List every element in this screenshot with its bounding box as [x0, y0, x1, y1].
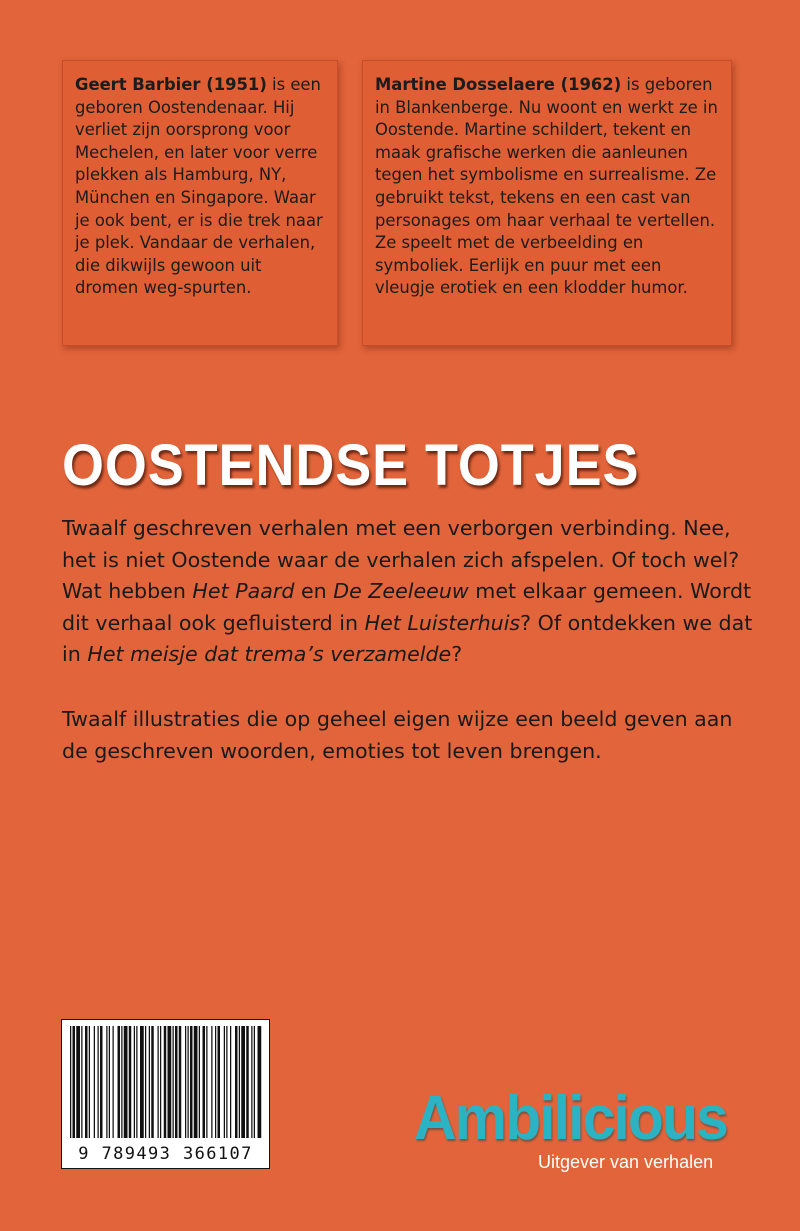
barcode-bar: [109, 1026, 110, 1138]
barcode-bar: [190, 1026, 193, 1138]
isbn-barcode: [61, 1019, 270, 1169]
barcode-bar: [85, 1026, 88, 1138]
blurb-text: en: [294, 579, 334, 604]
blurb-paragraph-2: Twaalf illustraties die op geheel eigen wijze een beeld geven aan de geschreven woorden, emoties tot leven brengen.: [62, 707, 733, 763]
barcode-bar: [185, 1026, 186, 1138]
blurb-text: met elkaar gemeen. Wordt dit verhaal ook gefluisterd in: [62, 579, 752, 635]
publisher-name: Ambilicious: [414, 1084, 727, 1153]
barcode-bar: [94, 1026, 95, 1138]
blurb-text: ?: [451, 642, 463, 667]
barcode-bar: [230, 1026, 231, 1138]
blurb-text: Twaalf geschreven verhalen met een verborgen verbinding. Nee, het is niet Oostende waar de verhalen zich afspelen. Of toch wel? Wat hebben: [62, 516, 740, 604]
barcode-bar: [140, 1026, 144, 1138]
author-bio-box: [62, 60, 338, 346]
barcode-bar: [134, 1026, 135, 1138]
blurb-paragraph-1: [62, 513, 762, 671]
barcode-bar: [160, 1026, 161, 1138]
barcode-bar: [98, 1026, 99, 1138]
story-title: Het Luisterhuis: [364, 610, 521, 635]
story-title: De Zeeleeuw: [333, 579, 469, 604]
barcode-bar: [246, 1026, 249, 1138]
barcode-bar: [251, 1026, 252, 1138]
barcode-bar: [118, 1026, 121, 1138]
barcode-bar: [70, 1026, 71, 1138]
author-bio-text: is een geboren Oostendenaar. Hij verliet zijn oorsprong voor Mechelen, en later voor verre plekken als Hamburg, NY, München en Singapore. Waar je ook bent, er is die trek naar je plek. Vandaar de verhalen, die dikwijls gewoon uit dromen weg-spurten.: [75, 75, 323, 298]
barcode-bar: [151, 1026, 154, 1138]
barcode-bar: [164, 1026, 167, 1138]
story-title: Het Paard: [192, 579, 295, 604]
barcode-bar: [235, 1026, 238, 1138]
barcode-bar: [106, 1026, 107, 1138]
barcode-bar: [254, 1026, 255, 1138]
illustrator-bio-text: is geboren in Blankenberge. Nu woont en werkt ze in Oostende. Martine schildert, tekent en maak grafische werken die aanleunen tegen het symbolisme en surrealisme. Ze gebruikt tekst, tekens en een cast van personages om haar verhaal te vertellen. Ze speelt met de verbeelding en symboliek. Eerlijk en puur met een vleugje erotiek en een klodder humor.: [375, 75, 718, 298]
barcode-bar: [194, 1026, 198, 1138]
blurb-text: ? Of ontdekken we dat in: [62, 610, 753, 667]
barcode-bar: [203, 1026, 206, 1138]
barcode-bar: [89, 1026, 90, 1138]
barcode-bar: [226, 1026, 227, 1138]
barcode-bar: [175, 1026, 178, 1138]
barcode-bar: [76, 1026, 80, 1138]
barcode-bar: [81, 1026, 82, 1138]
barcode-bar: [199, 1026, 200, 1138]
barcode-digits: 9 789493 366107: [78, 1144, 253, 1164]
barcode-bar: [188, 1026, 189, 1138]
story-title: Het meisje dat trema’s verzamelde: [87, 642, 452, 667]
book-title: OOSTENDSE TOTJES: [62, 433, 640, 498]
barcode-bar: [215, 1026, 216, 1138]
barcode-bar: [218, 1026, 221, 1138]
barcode-bar: [129, 1026, 132, 1138]
barcode-bar: [224, 1026, 225, 1138]
barcode-bar: [124, 1026, 128, 1138]
barcode-bar: [100, 1026, 103, 1138]
barcode-bar: [149, 1026, 150, 1138]
publisher-tagline: Uitgever van verhalen: [538, 1152, 714, 1172]
barcode-bar: [239, 1026, 240, 1138]
barcode-bar: [136, 1026, 137, 1138]
barcode-bar: [173, 1026, 174, 1138]
author-name: Geert Barbier (1951): [75, 75, 267, 94]
barcode-bar: [158, 1026, 159, 1138]
illustrator-name: Martine Dosselaere (1962): [375, 75, 622, 94]
barcode-bar: [145, 1026, 146, 1138]
publisher-logo: [414, 1084, 744, 1172]
barcode-bar: [211, 1026, 212, 1138]
barcode-bar: [73, 1026, 76, 1138]
barcode-bar: [206, 1026, 207, 1138]
barcode-bar: [241, 1026, 245, 1138]
barcode-bar: [121, 1026, 122, 1138]
barcode-bar: [168, 1026, 172, 1138]
barcode-bars: [68, 1026, 265, 1142]
barcode-bar: [179, 1026, 182, 1138]
illustrator-bio-box: [362, 60, 732, 346]
barcode-bar: [113, 1026, 114, 1138]
barcode-bar: [258, 1026, 262, 1138]
